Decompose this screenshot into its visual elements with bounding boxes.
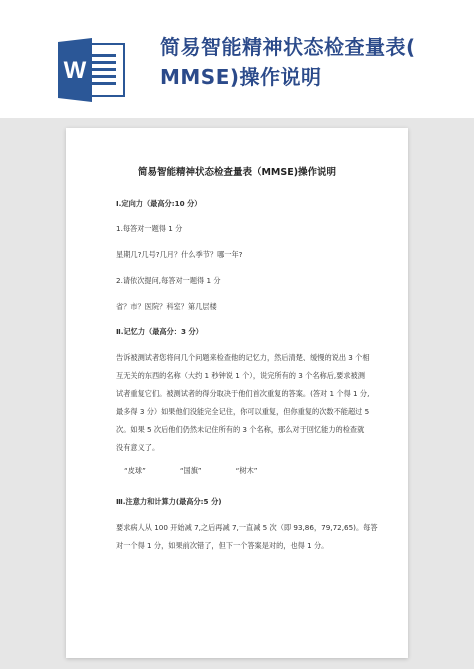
paragraph: 省？市？医院？科室？第几层楼: [116, 302, 217, 311]
paragraph: 1.每答对一题得 1 分: [116, 224, 183, 233]
paragraph-line: 没有意义了。: [116, 443, 160, 452]
object-list: [124, 466, 291, 476]
paragraph: 星期几?几号?几月？什么季节？哪一年?: [116, 250, 243, 259]
page-title-line1: 简易智能精神状态检查量表(: [160, 35, 416, 59]
object-item: “皮球”: [124, 466, 146, 475]
section-heading: Ⅰ.定向力（最高分:10 分）: [116, 199, 202, 208]
page-title-line2: MMSE)操作说明: [160, 65, 322, 89]
paragraph-line: 最多得 3 分）如果他们没能完全记住，你可以重复，但你重复的次数不能超过 5: [116, 407, 370, 416]
document-page: [66, 128, 408, 658]
paragraph: 2.请依次提问,每答对一题得 1 分: [116, 276, 221, 285]
page-title: [160, 32, 460, 92]
paragraph-line: 试者重复它们。被测试者的得分取决于他们首次重复的答案。(答对 1 个得 1 分,: [116, 389, 370, 398]
paragraph-line: 对一个得 1 分，如果前次错了，但下一个答案是对的，也得 1 分。: [116, 541, 329, 550]
paragraph-line: 告诉被测试者您将问几个问题来检查他的记忆力，然后清楚、缓慢的说出 3 个相: [116, 353, 370, 362]
paragraph-line: 互无关的东西的名称（大约 1 秒钟说 1 个），说完所有的 3 个名称后,要求被测: [116, 371, 365, 380]
header: [0, 0, 474, 118]
paragraph-line: 次。如果 5 次后他们仍然未记住所有的 3 个名称，那么对于回忆能力的检查就: [116, 425, 365, 434]
object-item: “树木”: [235, 466, 258, 475]
paragraph-line: 要求病人从 100 开始减 7,之后再减 7,一直减 5 次（即 93,86，79,72,65)。每答: [116, 523, 378, 532]
object-item: “国旗”: [179, 466, 202, 475]
word-icon: [58, 38, 130, 102]
svg-text:W: W: [63, 57, 87, 84]
section-heading: Ⅲ.注意力和计算力(最高分:5 分): [116, 497, 222, 506]
section-heading: Ⅱ.记忆力（最高分：3 分）: [116, 327, 203, 336]
document-title: 简易智能精神状态检查量表（MMSE)操作说明: [137, 167, 337, 178]
